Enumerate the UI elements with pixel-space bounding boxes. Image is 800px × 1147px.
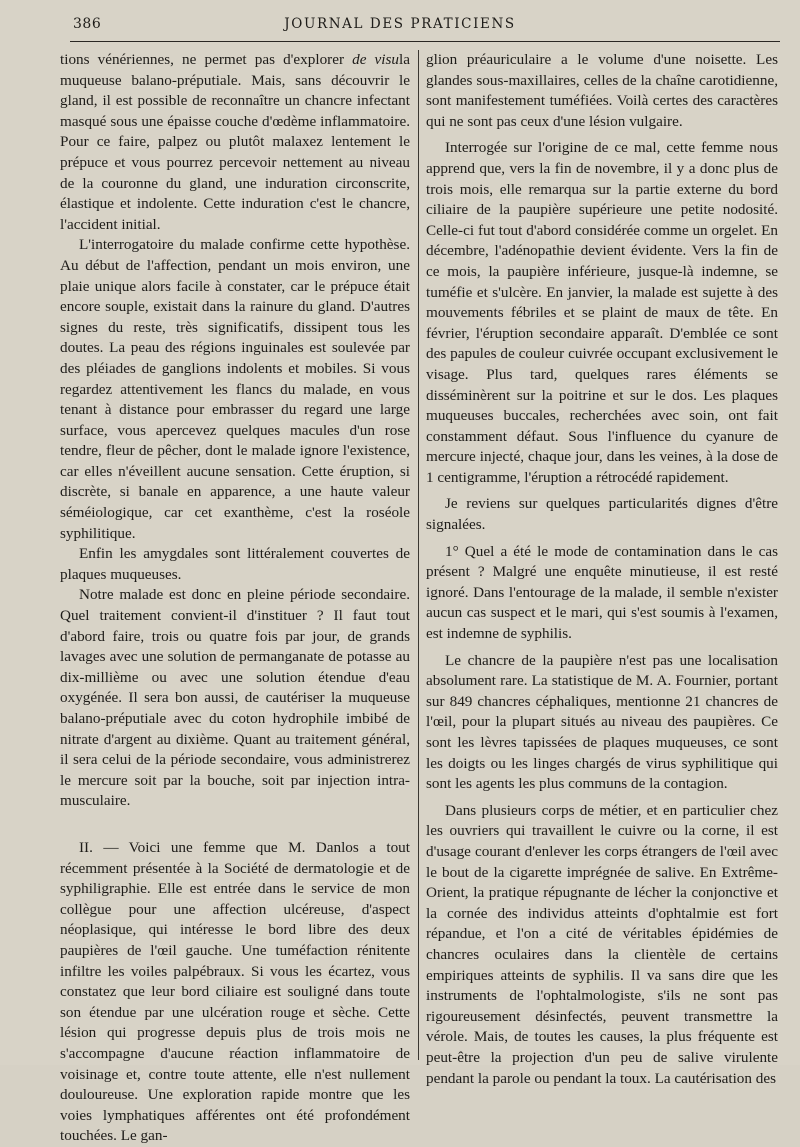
paragraph: Je reviens sur quelques particularités dignes d'être signalées.: [426, 495, 778, 534]
left-column: [60, 50, 410, 1147]
paragraph: 1° Quel a été le mode de contamination dans le cas présent ? Malgré une enquête minutieuse, il est resté ignoré. Dans l'entourage de la malade, il semble n'exister aucun cas suspect et le mari, qui s'est soumis à l'examen, est indemne de syphilis.: [426, 542, 778, 643]
paragraph: glion préauriculaire a le volume d'une noisette. Les glandes sous-maxillaires, celles de la chaîne carotidienne, sont manifestement tuméfiées. Voilà certes des caractères qui ne sont pas ceux d'une lésion vulgaire.: [426, 51, 778, 130]
page-number: 386: [73, 16, 102, 32]
right-column: [426, 50, 778, 1089]
paragraph: [60, 50, 410, 235]
latin-phrase: de visu: [352, 51, 400, 68]
paragraph: Dans plusieurs corps de métier, et en particulier chez les ouvriers qui travaillent le cuivre ou la corne, il est d'usage courant d'enlever les corps étrangers de l'œil avec le bout de la cigarette imprégnée de salive. En Extrême-Orient, la pratique répugnante de lécher la conjonctive et la cornée des individus atteints d'ophtalmie est fort répandue, et l'on a cité de véritables épidémies de chancres oculaires dans la clientèle de certains empiriques atteints de syphilis. Il va sans dire que les instruments de l'ophtalmologiste, s'ils ne sont pas rigoureusement désinfectés, peuvent transmettre la vérole. Mais, de toutes les causes, la plus fréquente est peut-être la projection d'un peu de salive virulente pendant la parole ou pendant la toux. La cautérisation des: [426, 801, 778, 1087]
header-rule: [70, 41, 780, 42]
paragraph-text: tions vénériennes, ne permet pas d'explorer: [60, 51, 353, 68]
column-divider: [418, 50, 419, 1060]
paragraph: Le chancre de la paupière n'est pas une localisation absolument rare. La statistique de M. A. Fournier, portant sur 849 chancres céphaliques, mentionne 21 chancres de l'œil, pour la plupart situés au niveau des paupières. Ce sont les lèvres tapissées de plaques muqueuses, ce sont les doigts ou les linges chargés de virus syphilitique qui sont les agents les plus communs de la contagion.: [426, 651, 778, 793]
page-header: [0, 14, 800, 38]
section-paragraph: II. — Voici une femme que M. Danlos a tout récemment présentée à la Société de dermatologie et de syphiligraphie. Elle est entrée dans le service de mon collègue pour une affection ulcéreuse, d'aspect néoplasique, qui intéresse le bord libre des deux paupières de l'œil gauche. Une tuméfaction rénitente infiltre les voiles palpébraux. Si vous les écartez, vous constatez que leur bord ciliaire est souligné dans toute son étendue par une ulcération rouge et sèche. Cette lésion qui progresse depuis plus de trois mois ne s'accompagne d'aucune réaction inflammatoire de voisinage et, contre toute attente, elle n'est nullement douloureuse. Une exploration rapide montre que les voies lymphatiques afférentes ont été profondément touchées. Le gan-: [60, 838, 410, 1145]
paragraph: Interrogée sur l'origine de ce mal, cette femme nous apprend que, vers la fin de novembre, il y a donc plus de trois mois, elle remarqua sur la partie externe du bord ciliaire de la paupière supérieure une petite nodosité. Celle-ci fut tout d'abord considérée comme un orgelet. En décembre, l'adénopathie devient évidente. Vers la fin de ce mois, la paupière inférieure, jusque-là indemne, se tuméfie et s'ulcère. En janvier, la malade est sujette à des mouvements fébriles et se plaint de maux de tête. En février, l'éruption secondaire apparaît. D'emblée ce sont des papules de couleur cuivrée occupant exclusivement le visage. Plus tard, quelques rares éléments se disséminèrent sur la poitrine et sur le dos. Les plaques muqueuses buccales, recherchées avec soin, ont fait constamment défaut. Sous l'influence du cyanure de mercure injecté, chaque jour, dans les veines, à la dose de 1 centigramme, l'éruption a rétrocédé rapidement.: [426, 139, 778, 486]
journal-title: JOURNAL DES PRATICIENS: [284, 16, 516, 32]
paragraph: L'interrogatoire du malade confirme cette hypothèse. Au début de l'affection, pendant un mois environ, une plaie unique alors facile à constater, car le prépuce était encore souple, existait dans la rainure du gland. D'autres signes du reste, très significatifs, dissipent tous les doutes. La peau des régions inguinales est soulevée par des pléiades de ganglions indolents et mobiles. Si vous regardez attentivement les flancs du malade, en vous tenant à distance pour embrasser du regard une large surface, vous apercevez quelques macules d'un rose tendre, fleur de pêcher, dont le malade ignore l'existence, car elles n'éveillent aucune sensation. Cette éruption, si discrète, si banale en apparence, a une haute valeur séméiologique, car cet exanthème, c'est la roséole syphilitique.: [60, 236, 410, 542]
paragraph: Notre malade est donc en pleine période secondaire. Quel traitement convient-il d'instituer ? Il faut tout d'abord faire, trois ou quatre fois par jour, de grands lavages avec une solution de permanganate de potasse au dix-millième ou avec une solution étendue d'eau oxygénée. Il sera bon aussi, de cautériser la muqueuse balano-préputiale avec du coton hydrophile imbibé de nitrate d'argent au dixième. Quant au traitement général, il sera celui de la période secondaire, vous administrerez le mercure soit par la bouche, soit par injection intra-musculaire.: [60, 586, 410, 810]
paragraph-text: la muqueuse balano-préputiale. Mais, sans découvrir le gland, il est possible de reconnaître un chancre infectant masqué sous une épaisse couche d'œdème inflammatoire. Pour ce faire, palpez ou plutôt malaxez lentement le prépuce et vous pourrez percevoir nettement au niveau de la couronne du gland, une induration circonscrite, élastique et indolente. Cette induration c'est le chancre, l'accident initial.: [60, 51, 410, 233]
paragraph: Enfin les amygdales sont littéralement couvertes de plaques muqueuses.: [60, 545, 410, 583]
